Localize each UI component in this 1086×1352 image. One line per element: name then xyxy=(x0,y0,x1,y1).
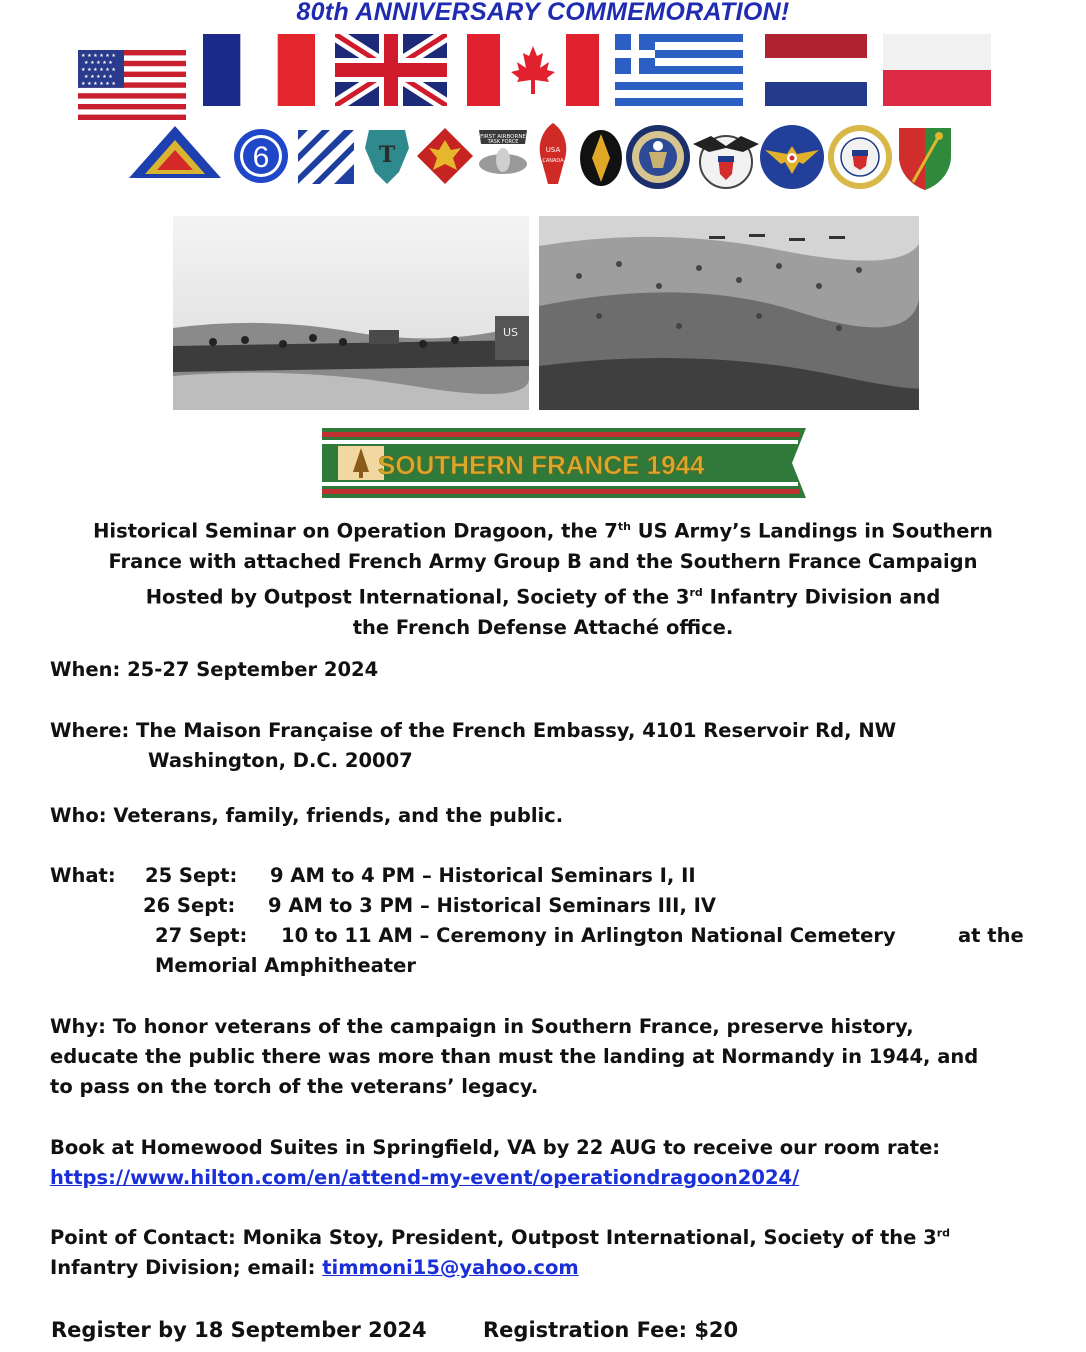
who-line: Who: Veterans, family, friends, and the public. xyxy=(50,804,564,827)
oss-insignia-icon xyxy=(578,128,624,188)
what-date-2: 26 Sept: xyxy=(143,894,236,917)
coast-guard-seal-icon xyxy=(827,124,893,190)
forty-fifth-division-patch-icon xyxy=(415,126,475,186)
what-detail-3-cont: Memorial Amphitheater xyxy=(155,954,416,977)
when-line: When: 25-27 September 2024 xyxy=(50,658,379,681)
greece-flag-icon xyxy=(615,34,743,106)
first-special-service-force-icon xyxy=(536,122,570,186)
what-detail-3-tail: at the xyxy=(958,924,1024,947)
svg-text:T: T xyxy=(378,142,396,168)
army-air-forces-icon xyxy=(759,124,825,190)
register-deadline: Register by 18 September 2024 xyxy=(51,1318,427,1342)
what-detail-3: 10 to 11 AM – Ceremony in Arlington National Cemetery xyxy=(281,924,896,947)
svg-text:6: 6 xyxy=(252,141,270,174)
booking-line: Book at Homewood Suites in Springfield, VA by 22 AUG to receive our room rate: xyxy=(50,1136,941,1159)
contact-email-link[interactable]: timmoni15@yahoo.com xyxy=(322,1256,579,1279)
why-line-2: educate the public there was more than must the landing at Normandy in 1944, and xyxy=(50,1045,979,1068)
airborne-drop-photo xyxy=(539,216,919,410)
what-date-1: 25 Sept: xyxy=(145,864,238,887)
eagle-seal-icon xyxy=(691,122,761,190)
french-shield-patch-icon xyxy=(895,126,955,192)
why-line-3: to pass on the torch of the veterans’ legacy. xyxy=(50,1075,539,1098)
southern-france-campaign-ribbon xyxy=(322,428,806,498)
beach-landing-photo xyxy=(173,216,529,410)
booking-link[interactable]: https://www.hilton.com/en/attend-my-event/operationdragoon2024/ xyxy=(50,1166,800,1189)
netherlands-flag-icon xyxy=(765,34,867,106)
what-detail-1: 9 AM to 4 PM – Historical Seminars I, II xyxy=(270,864,696,887)
svg-text:TASK FORCE: TASK FORCE xyxy=(487,139,519,145)
us-flag-icon xyxy=(78,50,186,120)
registration-fee: Registration Fee: $20 xyxy=(483,1318,739,1342)
svg-text:★ ★ ★ ★ ★ ★: ★ ★ ★ ★ ★ ★ xyxy=(81,67,116,73)
what-date-3: 27 Sept: xyxy=(155,924,248,947)
france-flag-icon xyxy=(203,34,315,106)
where-line-2: Washington, D.C. 20007 xyxy=(148,749,413,772)
seventh-army-patch-icon xyxy=(127,124,223,180)
svg-text:★ ★ ★ ★ ★: ★ ★ ★ ★ ★ xyxy=(84,60,113,66)
intro-paragraph: Historical Seminar on Operation Dragoon, the 7th US Army’s Landings in Southern France with attached French Army Group B and the Southern France Campaign Hosted by Outpost International, Society of the 3rd Infantry Division and the French Defense Attaché office. xyxy=(93,519,993,639)
svg-text:★ ★ ★ ★ ★ ★: ★ ★ ★ ★ ★ ★ xyxy=(81,81,116,87)
third-infantry-division-patch-icon xyxy=(298,130,354,184)
thirty-sixth-division-patch-icon xyxy=(363,128,411,186)
svg-text:US: US xyxy=(503,326,519,339)
poland-flag-icon xyxy=(883,34,991,106)
svg-text:★ ★ ★ ★ ★: ★ ★ ★ ★ ★ xyxy=(84,74,113,80)
what-label: What: xyxy=(50,864,116,887)
svg-text:CANADA: CANADA xyxy=(542,158,564,164)
sixth-corps-patch-icon xyxy=(232,128,292,184)
svg-text:USA: USA xyxy=(545,146,561,154)
airborne-wings-icon xyxy=(475,126,531,182)
svg-text:FIRST AIRBORNE: FIRST AIRBORNE xyxy=(480,134,526,140)
page-title: 80th ANNIVERSARY COMMEMORATION! xyxy=(296,0,790,26)
ribbon-text: SOUTHERN FRANCE 1944 xyxy=(378,450,705,480)
canada-flag-icon xyxy=(467,34,599,106)
uk-flag-icon xyxy=(335,34,447,106)
where-line-1: Where: The Maison Française of the French Embassy, 4101 Reservoir Rd, NW xyxy=(50,719,897,742)
svg-text:★ ★ ★ ★ ★ ★: ★ ★ ★ ★ ★ ★ xyxy=(81,53,116,59)
contact-line-2: Infantry Division; email: timmoni15@yahoo.com xyxy=(50,1256,579,1279)
navy-seal-icon xyxy=(625,124,691,190)
what-detail-2: 9 AM to 3 PM – Historical Seminars III, IV xyxy=(268,894,716,917)
why-line-1: Why: To honor veterans of the campaign in Southern France, preserve history, xyxy=(50,1015,914,1038)
contact-line-1: Point of Contact: Monika Stoy, President, Outpost International, Society of the 3rd xyxy=(50,1226,951,1249)
